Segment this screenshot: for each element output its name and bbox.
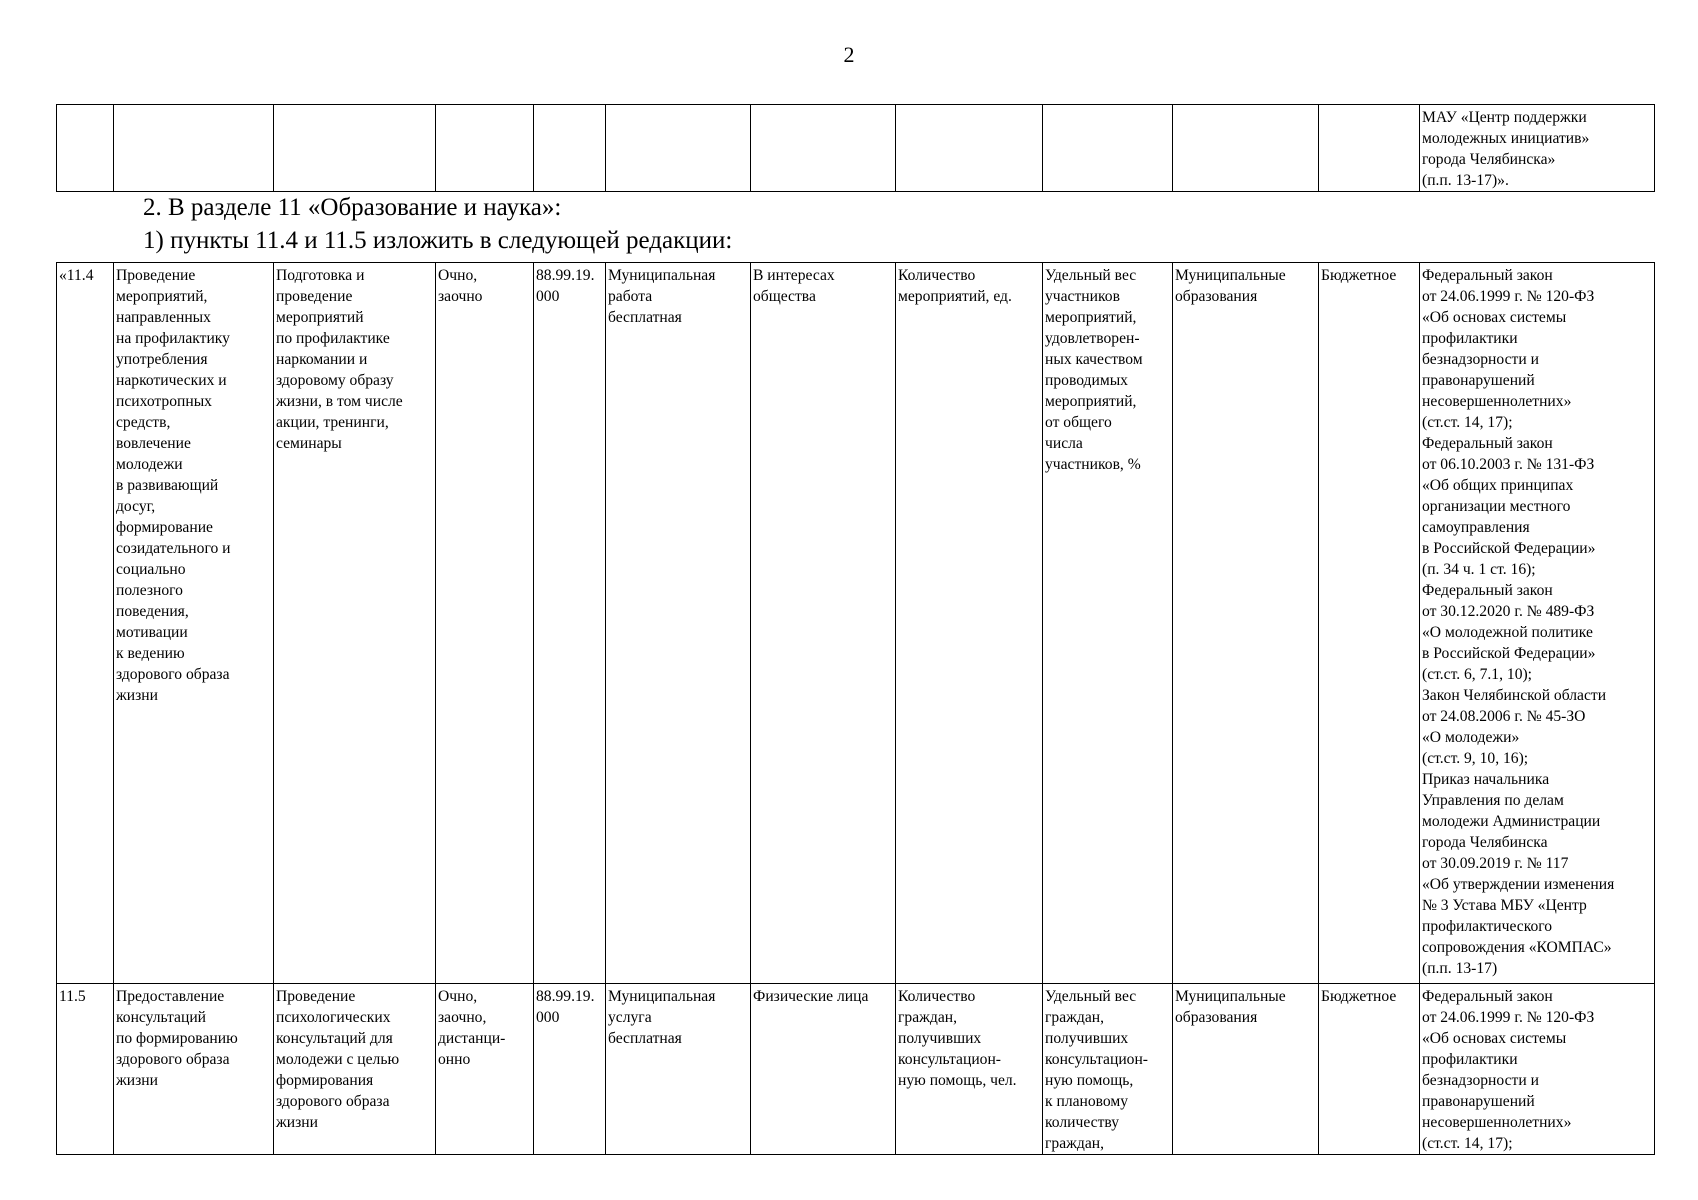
services-table [56, 262, 1655, 1155]
table-row [57, 263, 1655, 984]
institution-cell: МАУ «Центр поддержки молодежных инициатив» города Челябинска» (п.п. 13-17)». [1420, 105, 1655, 192]
page-number: 2 [843, 42, 855, 67]
legal-basis: Федеральный закон от 24.06.1999 г. № 120-ФЗ «Об основах системы профилактики безнадзорности и правонарушений несовершеннолетних» (ст.ст. 14, 17); [1420, 984, 1655, 1155]
table-cell [274, 105, 436, 192]
table-cell [1319, 105, 1420, 192]
table-cell [57, 105, 114, 192]
institution-type: Муниципальные образования [1173, 263, 1319, 984]
service-type: Муниципальная работа бесплатная [606, 263, 751, 984]
quality-indicator: Удельный вес участников мероприятий, удовлетворен- ных качеством проводимых мероприятий, от общего числа участников, % [1043, 263, 1173, 984]
service-form: Очно, заочно [436, 263, 534, 984]
table-cell [1043, 105, 1173, 192]
institution-type: Муниципальные образования [1173, 984, 1319, 1155]
quality-indicator: Удельный вес граждан, получивших консультацион- ную помощь, к плановому количеству граждан, [1043, 984, 1173, 1155]
volume-indicator: Количество граждан, получивших консультацион- ную помощь, чел. [896, 984, 1043, 1155]
service-form: Очно, заочно, дистанци- онно [436, 984, 534, 1155]
service-content: Подготовка и проведение мероприятий по профилактике наркомании и здоровому образу жизни, в том числе акции, тренинги, семинары [274, 263, 436, 984]
volume-indicator: Количество мероприятий, ед. [896, 263, 1043, 984]
item-number: 11.5 [57, 984, 114, 1155]
service-code: 88.99.19. 000 [534, 263, 606, 984]
table-cell [751, 105, 896, 192]
subsection-heading: 1) пункты 11.4 и 11.5 изложить в следующей редакции: [143, 227, 733, 254]
service-content: Проведение психологических консультаций для молодежи с целью формирования здорового образа жизни [274, 984, 436, 1155]
section-heading: 2. В разделе 11 «Образование и наука»: [143, 194, 562, 221]
service-code: 88.99.19. 000 [534, 984, 606, 1155]
continuation-table [56, 104, 1655, 192]
service-consumers: В интересах общества [751, 263, 896, 984]
table-cell [436, 105, 534, 192]
legal-basis: Федеральный закон от 24.06.1999 г. № 120-ФЗ «Об основах системы профилактики безнадзорности и правонарушений несовершеннолетних» (ст.ст. 14, 17); Федеральный закон от 06.10.2003 г. № 131-ФЗ «Об общих принципах организации местного самоуправления в Российской Федерации» (п. 34 ч. 1 ст. 16); Федеральный закон от 30.12.2020 г. № 489-ФЗ «О молодежной политике в Российской Федерации» (ст.ст. 6, 7.1, 10); Закон Челябинской области от 24.08.2006 г. № 45-ЗО «О молодежи» (ст.ст. 9, 10, 16); Приказ начальника Управления по делам молодежи Администрации города Челябинска от 30.09.2019 г. № 117 «Об утверждении изменения № 3 Устава МБУ «Центр профилактического сопровождения «КОМПАС» (п.п. 13-17) [1420, 263, 1655, 984]
service-consumers: Физические лица [751, 984, 896, 1155]
service-name: Проведение мероприятий, направленных на профилактику употребления наркотических и психотропных средств, вовлечение молодежи в развивающий досуг, формирование созидательного и социально полезного поведения, мотивации к ведению здорового образа жизни [114, 263, 274, 984]
table-cell [606, 105, 751, 192]
table-cell [1173, 105, 1319, 192]
table-row [57, 984, 1655, 1155]
table-cell [534, 105, 606, 192]
item-number: «11.4 [57, 263, 114, 984]
table-cell [114, 105, 274, 192]
funding-type: Бюджетное [1319, 984, 1420, 1155]
table-cell [896, 105, 1043, 192]
service-name: Предоставление консультаций по формированию здорового образа жизни [114, 984, 274, 1155]
funding-type: Бюджетное [1319, 263, 1420, 984]
table-row [57, 105, 1655, 192]
service-type: Муниципальная услуга бесплатная [606, 984, 751, 1155]
